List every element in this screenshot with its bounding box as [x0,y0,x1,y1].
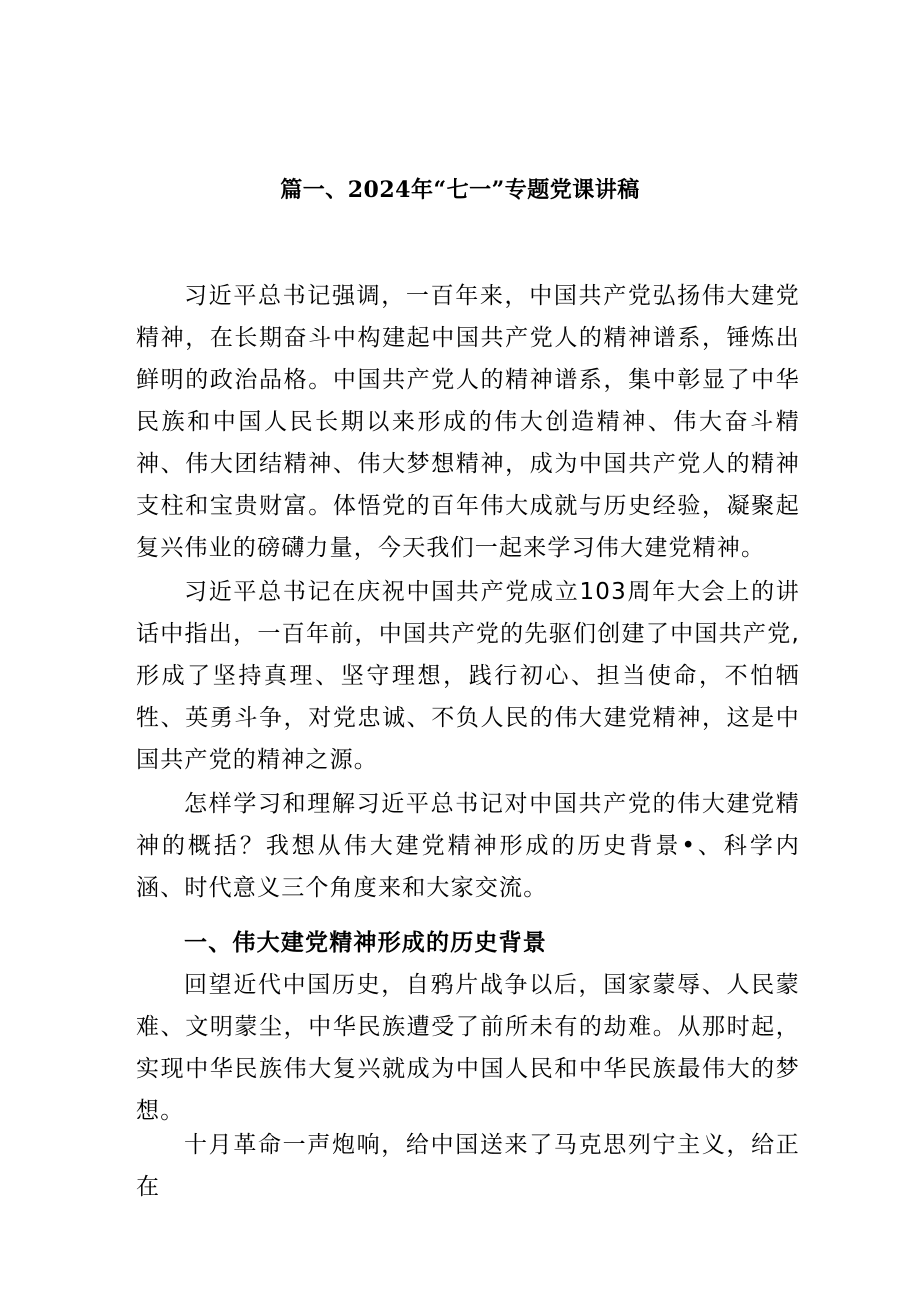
paragraph-speech: 习近平总书记在庆祝中国共产党成立103周年大会上的讲话中指出，一百年前，中国共产党的先驱们创建了中国共产党,形成了坚持真理、坚守理想，践行初心、担当使命，不怕牺牲、英勇斗争，对党忠诚、不负人民的伟大建党精神，这是中国共产党的精神之源。 [136,579,800,773]
paragraph-history: 回望近代中国历史，自鸦片战争以后，国家蒙辱、人民蒙难、文明蒙尘，中华民族遭受了前所未有的劫难。从那时起，实现中华民族伟大复兴就成为中国人民和中华民族最伟大的梦想。 [136,972,800,1124]
section-heading: 一、伟大建党精神形成的历史背景 [184,930,547,956]
paragraph-intro: 习近平总书记强调，一百年来，中国共产党弘扬伟大建党精神，在长期奋斗中构建起中国共产党人的精神谱系，锤炼出鲜明的政治品格。中国共产党人的精神谱系，集中彰显了中华民族和中国人民长期以来形成的伟大创造精神、伟大奋斗精神、伟大团结精神、伟大梦想精神，成为中国共产党人的精神支柱和宝贵财富。体悟党的百年伟大成就与历史经验，凝聚起复兴伟业的磅礴力量，今天我们一起来学习伟大建党精神。 [136,283,800,561]
paragraph-october-revolution: 十月革命一声炮响，给中国送来了马克思列宁主义，给正在 [136,1132,800,1200]
paragraph-outline: 怎样学习和理解习近平总书记对中国共产党的伟大建党精神的概括？我想从伟大建党精神形成的历史背景•、科学内涵、时代意义三个角度来和大家交流。 [136,791,800,901]
document-title: 篇一、2024年“七一”专题党课讲稿 [280,177,640,203]
